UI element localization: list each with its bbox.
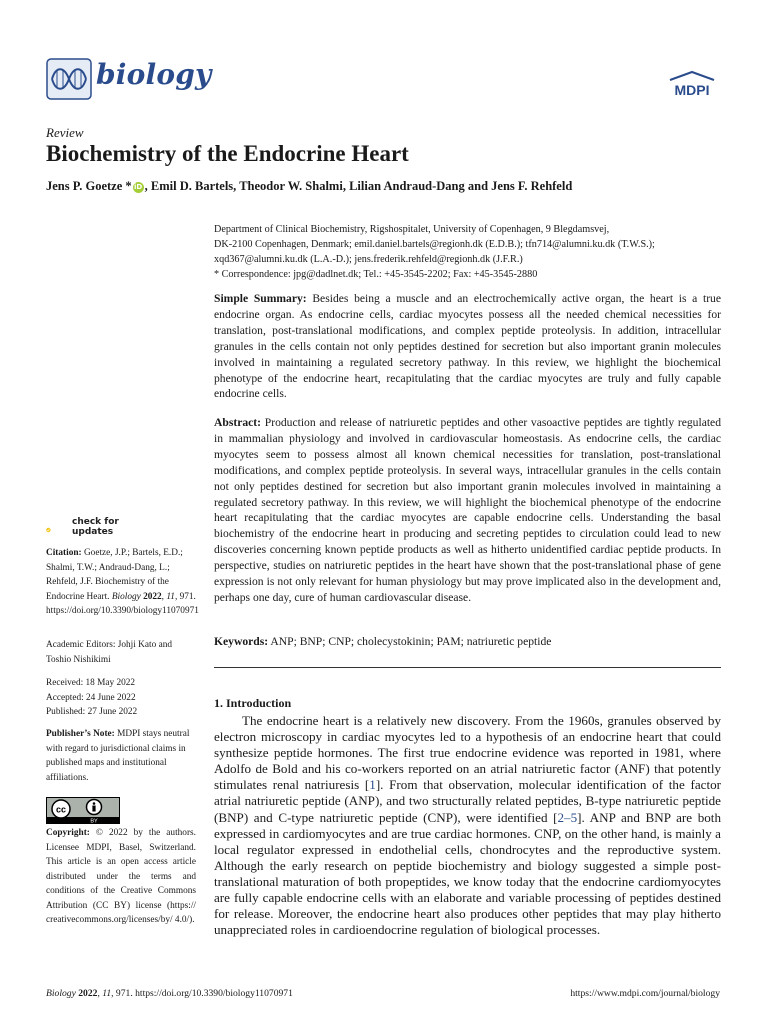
footer-journal: Biology [46,988,76,999]
citation-doi[interactable]: 971. https://doi.org/10.3390/biology11070971 [46,591,199,616]
svg-text:cc: cc [55,804,67,815]
footer-year: 2022 [78,988,98,999]
abstract [214,415,721,606]
keywords-label: Keywords: [214,635,269,648]
academic-editors: Academic Editors: Johji Kato and Toshio Nishikimi [46,640,172,665]
copyright-notice [46,826,196,928]
summary-text: Besides being a muscle and an electrochemically active organ, the heart is a true endocrine organ. As endocrine cells, cardiac myocytes possess all the needed chemical necessities for translation, post-translational modifications, and complex peptide proteolysis. In addition, intracellular granules in the cells contain not only peptides destined for secretion but also important granin molecules involved in maintaining a regulated secretory pathway. In this review, we highlight the biochemical phenotype of the endocrine heart, recapitulating that the cardiac myocytes are truly and fully capable endocrine cells. [214,292,721,401]
received-date: Received: 18 May 2022 [46,678,136,688]
author-list [46,179,746,194]
keywords [214,634,721,650]
intro-text: ]. From that observation, molecular identification of the factor atrial natriuretic peptide (ANP), and two structurally related peptides, B-type natriuretic peptide (BNP) and C-type natriuretic peptide (CNP), were identified [ [214,777,721,825]
summary-label: Simple Summary: [214,292,307,305]
check-updates-icon[interactable] [46,516,70,544]
affiliations [214,222,734,282]
check-updates-line: updates [72,527,114,537]
abstract-text: Production and release of natriuretic peptides and other vasoactive peptides are tightly regulated in mammalian physiology and involved in cardiovascular homeostasis. As endocrine cells, the cardiac myocytes seem to possess almost all known chemical necessities for translation, post-translational modifications, and complex peptide proteolysis. In several ways, intracellular granules in the cells contain not only peptides destined for secretion but also important granin molecules involved in maintaining a regulated secretory pathway. In this review, we will highlight the biochemical phenotype of the endocrine heart recapitulating that the cardiac myocytes are capable endocrine cells. Understanding the basal biochemistry of the endocrine heart in producing and secreting peptides to circulation could lead to new discoveries concerning known peptide products as well as hitherto unidentified cardiac peptide products. In perspective, studies on natriuretic peptides in the heart have shown that the post-translational phase of gene expression is not only relevant for human physiology but may prove implicated also in the development and, perhaps one day, cure of human cardiovascular disease. [214,416,721,604]
citation-block: Citation: Goetze, J.P.; Bartels, E.D.; Shalmi, T.W.; Andraud-Dang, L.; Rehfeld, J.F. Biochemistry of the Endocrine Heart. Biology 2022, 11, 971. https://doi.org/10.3390/biology11070971 [46,548,199,616]
simple-summary [214,291,721,402]
footer-citation: Biology 2022, 11, 971. https://doi.org/10.3390/biology11070971 [46,988,293,999]
correspondence: * Correspondence: jpg@dadlnet.dk; Tel.: +45-3545-2202; Fax: +45-3545-2880 [214,269,538,280]
citation-label: Citation: [46,548,82,558]
section-divider [214,667,721,668]
copyright-label: Copyright: [46,828,90,838]
citation-link[interactable]: 1 [369,777,376,793]
note-label: Publisher’s Note: [46,729,115,739]
paper-title: Biochemistry of the Endocrine Heart [46,141,409,166]
check-updates-label[interactable] [72,517,119,537]
abstract-label: Abstract: [214,416,262,429]
publication-dates [46,676,196,720]
keywords-text: ANP; BNP; CNP; cholecystokinin; PAM; natriuretic peptide [270,635,552,648]
citation-link[interactable]: 2–5 [557,809,578,825]
introduction-text [214,713,721,938]
footer-volume: 11 [102,988,112,999]
article-type: Review [46,125,84,140]
journal-name: biology [96,58,212,91]
copyright-text: © 2022 by the authors. Licensee MDPI, Basel, Switzerland. This article is an open access article distributed under the terms and conditions of the Creative Commons Attribution (CC BY) license (https:// creativecommons.org/licenses/by/ 4.0/). [46,828,196,925]
co-authors: , Emil D. Bartels, Theodor W. Shalmi, Lilian Andraud-Dang and Jens F. Rehfeld [144,179,573,193]
footer-doi[interactable]: , 971. https://doi.org/10.3390/biology11070971 [111,988,293,999]
intro-text: ]. ANP and BNP are both expressed in cardiomyocytes and are true cardiac hormones. CNP, on the other hand, is mainly a local regulator expressed in endothelial cells, chondrocytes and the reproductive system. Although the early research on peptide biochemistry and biology suggested a simple post-translational maturation of both propeptides, we know today that the endocrine cardiomyocytes are fully capable endocrine cells with an elaborate and variable processing of peptides destined for release. Moreover, the endocrine heart also produces other peptides that may play hitherto unappreciated roles in cardioendocrine regulation of biological processes. [214,809,721,938]
corresponding-author: Jens P. Goetze * [46,179,132,193]
accepted-date: Accepted: 24 June 2022 [46,692,136,703]
affiliation-line: xqd367@alumni.ku.dk (L.A.-D.); jens.frederik.rehfeld@regionh.dk (J.F.R.) [214,254,523,265]
mdpi-logo-icon [666,70,718,100]
affiliation-line: Department of Clinical Biochemistry, Rigshospitalet, University of Copenhagen, 9 Blegdamsvej, [214,224,610,235]
cc-by-license-icon[interactable] [46,797,120,824]
citation-text: Goetze, J.P.; Bartels, E.D.; Shalmi, T.W.; Andraud-Dang, L.; Rehfeld, J.F. Biochemistry of the Endocrine Heart. [46,548,183,602]
citation-year: 2022 [143,591,162,602]
check-updates-line: check for [72,517,119,527]
published-date: Published: 27 June 2022 [46,707,138,717]
citation-journal: Biology [111,591,141,602]
note-text: MDPI stays neutral with regard to jurisdictional claims in published maps and institutional affiliations. [46,729,190,783]
publisher-note [46,727,196,785]
affiliation-line: DK-2100 Copenhagen, Denmark; emil.daniel.bartels@regionh.dk (E.D.B.); tfn714@alumni.ku.dk (T.W.S.); [214,239,655,250]
journal-logo-icon [46,58,92,100]
publisher-name: MDPI [674,82,710,98]
intro-text: The endocrine heart is a relatively new discovery. From the 1960s, granules observed by electron microscopy in cardiac myocytes led to a hypothesis of an endocrine heart that could synthesize peptide hormones. The first true endocrine evidence was reported in 1981, where Adolfo de Bold and his co-workers reported on an atrial natriuretic factor (ANF) that potently stimulates renal natriuresis [ [214,713,721,793]
cc-label: BY [90,818,98,824]
orcid-icon[interactable]: iD [134,183,143,191]
section-heading: 1. Introduction [214,696,292,710]
citation-volume: 11 [166,591,175,602]
footer-url[interactable]: https://www.mdpi.com/journal/biology [570,988,720,999]
